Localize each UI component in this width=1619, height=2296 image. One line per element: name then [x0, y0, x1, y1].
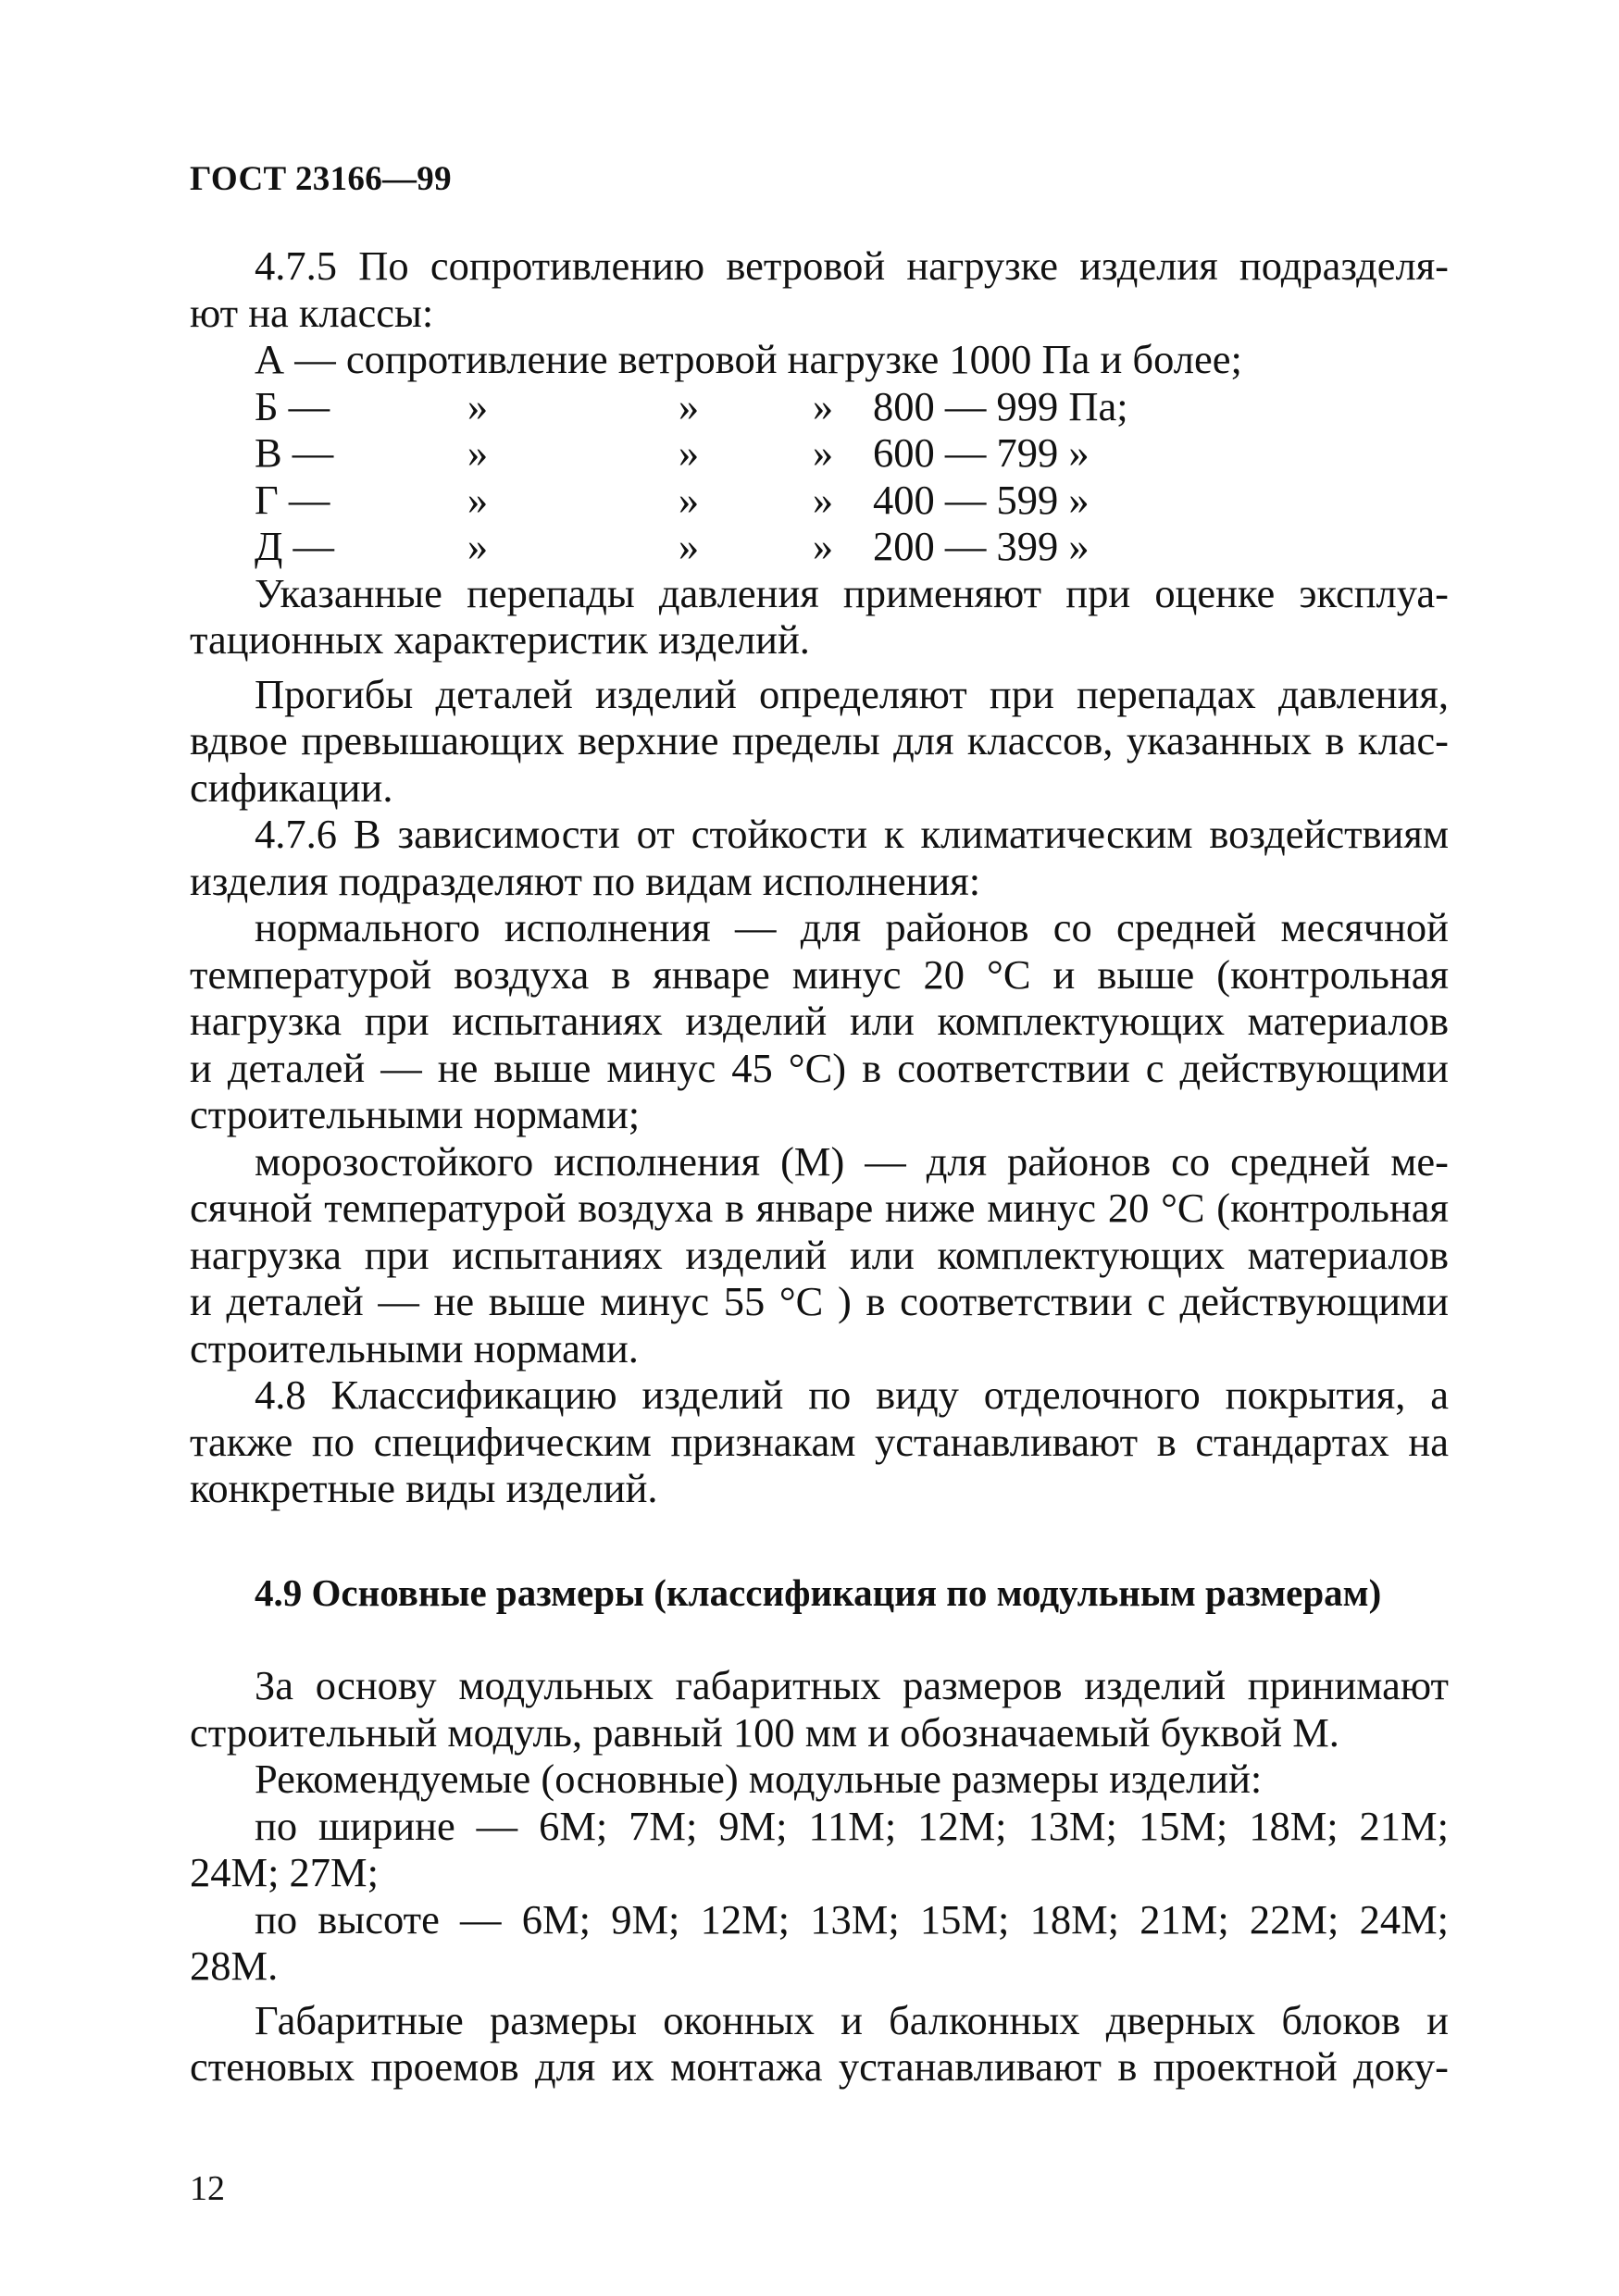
- ditto-mark: »: [467, 476, 489, 523]
- ditto-mark: »: [812, 523, 834, 569]
- paragraph-4-7-5-intro: [190, 242, 1449, 336]
- text-line: 24М; 27М;: [190, 1849, 379, 1895]
- paragraph-overall-dimensions: [190, 1997, 1449, 2091]
- text-line: стеновых проемов для их монтажа устанавливают в проектной доку-: [190, 2043, 1449, 2090]
- ditto-mark: »: [467, 382, 489, 429]
- text-line: и деталей — не выше минус 55 °С ) в соответствии с действующими: [190, 1278, 1449, 1324]
- ditto-mark: »: [812, 476, 834, 523]
- text-line: 4.8 Классификацию изделий по виду отделочного покрытия, а: [255, 1371, 1449, 1418]
- paragraph-4-8: [190, 1371, 1449, 1512]
- pressure-range: 800 — 999 Па;: [873, 382, 1128, 429]
- text-line: За основу модульных габаритных размеров изделий принимают: [255, 1662, 1449, 1708]
- class-letter: Г —: [255, 476, 330, 523]
- ditto-mark: »: [467, 429, 489, 476]
- class-a-line: [190, 336, 1449, 383]
- paragraph-frost-execution: [190, 1138, 1449, 1372]
- text-line: нагрузка при испытаниях изделий или комплектующих материалов: [190, 1231, 1449, 1278]
- text-line: сификации.: [190, 763, 393, 811]
- text-line: по высоте — 6М; 9М; 12М; 13М; 15М; 18М; 21М; 22М; 24М;: [255, 1895, 1449, 1942]
- text-line: Указанные перепады давления применяют при оценке эксплуа-: [255, 569, 1449, 616]
- text-line: строительный модуль, равный 100 мм и обозначаемый буквой М.: [190, 1708, 1339, 1756]
- text-line: 28М.: [190, 1942, 279, 1989]
- text-line: Прогибы деталей изделий определяют при перепадах давления,: [255, 670, 1449, 717]
- paragraph-module: [190, 1662, 1449, 1756]
- paragraph-4-7-6-intro: [190, 811, 1449, 904]
- text-line: А — сопротивление ветровой нагрузке 1000 Па и более;: [255, 336, 1242, 382]
- class-letter: В —: [255, 429, 334, 476]
- ditto-mark: »: [678, 429, 700, 476]
- paragraph-deflection-note: [190, 671, 1449, 812]
- paragraph-height-sizes: [190, 1896, 1449, 1990]
- paragraph-pressure-note: [190, 570, 1449, 664]
- text-line: строительными нормами;: [190, 1091, 641, 1137]
- wind-class-table: [190, 383, 1128, 570]
- text-line: ют на классы:: [190, 289, 434, 336]
- document-page: [190, 0, 1449, 2296]
- paragraph-normal-execution: [190, 904, 1449, 1138]
- text-line: тационных характеристик изделий.: [190, 616, 810, 663]
- text-line: сячной температурой воздуха в январе ниже минус 20 °С (контрольная: [190, 1185, 1449, 1231]
- text-line: и деталей — не выше минус 45 °С) в соответствии с действующими: [190, 1044, 1449, 1091]
- pressure-range: 200 — 399 »: [873, 523, 1090, 569]
- class-letter: Д —: [255, 523, 334, 569]
- ditto-mark: »: [467, 523, 489, 569]
- text-line: вдвое превышающих верхние пределы для классов, указанных в клас-: [190, 717, 1449, 763]
- document-header: ГОСТ 23166—99: [190, 160, 452, 198]
- table-row: [190, 523, 1128, 570]
- text-line: нагрузка при испытаниях изделий или комплектующих материалов: [190, 998, 1449, 1044]
- document-body: [190, 242, 1449, 2091]
- ditto-mark: »: [678, 523, 700, 569]
- text-line: Рекомендуемые (основные) модульные размеры изделий:: [255, 1756, 1263, 1802]
- section-heading-4-9: 4.9 Основные размеры (классификация по модульным размерам): [255, 1570, 1382, 1614]
- text-line: изделия подразделяют по видам исполнения:: [190, 857, 981, 904]
- text-line: конкретные виды изделий.: [190, 1465, 658, 1511]
- class-letter: Б —: [255, 382, 330, 429]
- table-row: [190, 383, 1128, 430]
- table-row: [190, 429, 1128, 477]
- text-line: 4.7.6 В зависимости от стойкости к климатическим воздействиям: [255, 811, 1449, 857]
- text-line: Габаритные размеры оконных и балконных дверных блоков и: [255, 1996, 1449, 2043]
- paragraph-width-sizes: [190, 1803, 1449, 1896]
- ditto-mark: »: [678, 382, 700, 429]
- text-line: нормального исполнения — для районов со средней месячной: [255, 904, 1449, 950]
- table-row: [190, 477, 1128, 524]
- text-line: также по специфическим признакам устанавливают в стандартах на: [190, 1418, 1449, 1465]
- pressure-range: 600 — 799 »: [873, 429, 1090, 476]
- text-line: морозостойкого исполнения (М) — для районов со средней ме-: [255, 1137, 1449, 1185]
- page-number: 12: [190, 2169, 225, 2208]
- text-line: температурой воздуха в январе минус 20 °С и выше (контрольная: [190, 950, 1449, 998]
- ditto-mark: »: [812, 429, 834, 476]
- ditto-mark: »: [678, 476, 700, 523]
- ditto-mark: »: [812, 382, 834, 429]
- pressure-range: 400 — 599 »: [873, 476, 1090, 523]
- text-line: по ширине — 6М; 7М; 9М; 11М; 12М; 13М; 15М; 18М; 21М;: [255, 1802, 1449, 1849]
- text-line: 4.7.5 По сопротивлению ветровой нагрузке изделия подразделя-: [255, 242, 1449, 289]
- paragraph-recommended-sizes: [190, 1756, 1449, 1803]
- text-line: строительными нормами.: [190, 1324, 639, 1371]
